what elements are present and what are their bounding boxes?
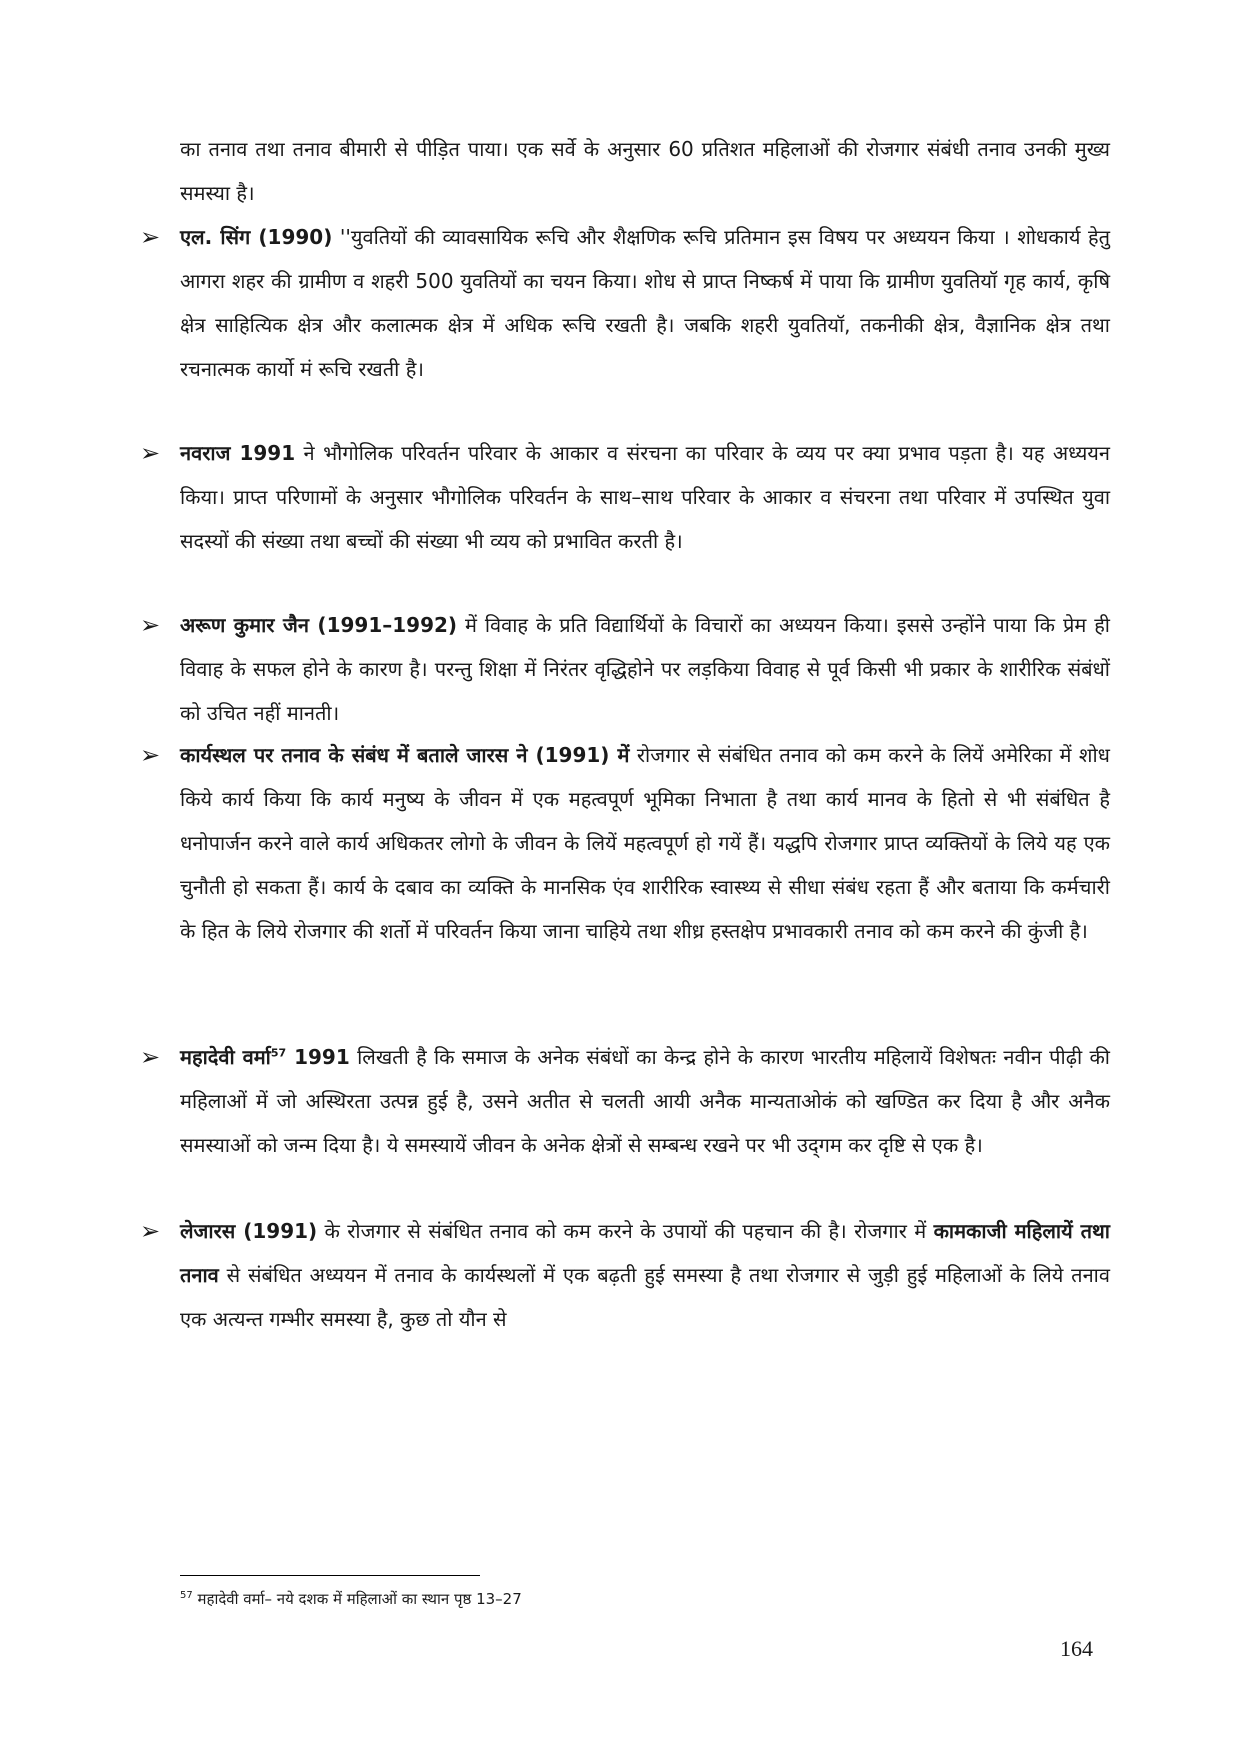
list-item	[140, 603, 1110, 735]
list-item-text	[180, 733, 1110, 953]
author-name: एल. सिंग (1990)	[180, 225, 333, 249]
arrow-bullet-icon: ➢	[140, 1043, 161, 1071]
item-body: रोजगार से संबंधित तनाव को कम करने के लियें अमेरिका में शोध किये कार्य किया कि कार्य मनुष्य के जीवन में एक महत्वपूर्ण भूमिका निभाता है तथा कार्य मानव के हितो से भी संबंधित है धनोपार्जन करने वाले कार्य अधिकतर लोगो के जीवन के लियें महत्वपूर्ण हो गयें हैं। यद्धपि रोजगार प्राप्त व्यक्तियों के लिये यह एक चुनौती हो सकता हैं। कार्य के दबाव का व्यक्ति के मानसिक एंव शारीरिक स्वास्थ्य से सीधा संबंध रहता हैं और बताया कि कर्मचारी के हित के लिये रोजगार की शर्तो में परिवर्तन किया जाना चाहिये तथा शीध्र हस्तक्षेप प्रभावकारी तनाव को कम करने की कुंजी है।	[180, 743, 1110, 943]
list-item-text	[180, 431, 1110, 563]
item-body: के रोजगार से संबंधित तनाव को कम करने के उपायों की पहचान की है। रोजगार में	[317, 1219, 934, 1243]
list-item-text	[180, 1035, 1110, 1167]
list-item	[140, 215, 1110, 391]
footnote	[180, 1588, 522, 1610]
arrow-bullet-icon: ➢	[140, 439, 161, 467]
item-body: लिखती है कि समाज के अनेक संबंधों का केन्द्र होने के कारण भारतीय महिलायें विशेषतः नवीन पीढ़ी की महिलाओं में जो अस्थिरता उत्पन्न हुई है, उसने अतीत से चलती आयी अनैक मान्यताओकं को खण्डित कर दिया है और अनैक समस्याओं को जन्म दिया है। ये समस्यायें जीवन के अनेक क्षेत्रों से सम्बन्ध रखने पर भी उद्‌गम कर दृष्टि से एक है।	[180, 1045, 1110, 1157]
list-item	[140, 431, 1110, 563]
author-year: 1991	[286, 1045, 350, 1069]
arrow-bullet-icon: ➢	[140, 1217, 161, 1245]
author-name: नवराज 1991	[180, 441, 296, 465]
intro-paragraph: का तनाव तथा तनाव बीमारी से पीड़ित पाया। एक सर्वे के अनुसार 60 प्रतिशत महिलाओं की रोजगार संबंधी तनाव उनकी मुख्य समस्या है।	[180, 137, 1110, 205]
topic-title: कामकाजी महिलायें तथा तनाव	[180, 1219, 1110, 1287]
footnote-divider	[180, 1575, 480, 1576]
footnote-text: महादेवी वर्मा– नये दशक में महिलाओं का स्थान पृष्ठ 13–27	[192, 1590, 522, 1608]
arrow-bullet-icon: ➢	[140, 611, 161, 639]
footnote-ref: 57	[270, 1046, 287, 1060]
arrow-bullet-icon: ➢	[140, 741, 161, 769]
author-name: महादेवी वर्मा	[180, 1045, 271, 1069]
item-body: ''युवतियों की व्यावसायिक रूचि और शैक्षणिक रूचि प्रतिमान इस विषय पर अध्ययन किया । शोधकार्य हेतु आगरा शहर की ग्रामीण व शहरी 500 युवतियों का चयन किया। शोध से प्राप्त निष्कर्ष में पाया कि ग्रामीण युवतियॉ गृह कार्य, कृषि क्षेत्र साहित्यिक क्षेत्र और कलात्मक क्षेत्र में अधिक रूचि रखती है। जबकि शहरी युवतियॉ, तकनीकी क्षेत्र, वैज्ञानिक क्षेत्र तथा रचनात्मक कार्यो मं रूचि रखती है।	[180, 225, 1110, 381]
list-item	[140, 1035, 1110, 1167]
item-body: में विवाह के प्रति विद्यार्थियों के विचारों का अध्ययन किया। इससे उन्होंने पाया कि प्रेम ही विवाह के सफल होने के कारण है। परन्तु शिक्षा में निरंतर वृद्धिहोने पर लड़किया विवाह से पूर्व किसी भी प्रकार के शारीरिक संबंधों को उचित नहीं मानती।	[180, 613, 1110, 725]
list-item-text	[180, 603, 1110, 735]
arrow-bullet-icon: ➢	[140, 223, 161, 251]
list-item	[140, 1209, 1110, 1341]
author-name: कार्यस्थल पर तनाव के संबंध में बताले जारस ने (1991) में	[180, 743, 630, 767]
footnote-number: 57	[180, 1590, 193, 1601]
author-name: अरूण कुमार जैन (1991–1992)	[180, 613, 458, 637]
list-item	[140, 733, 1110, 953]
author-name: लेजारस (1991)	[180, 1219, 318, 1243]
list-item-text	[180, 1209, 1110, 1341]
list-item-text	[180, 215, 1110, 391]
page-number: 164	[1060, 1636, 1093, 1661]
item-body: ने भौगोलिक परिवर्तन परिवार के आकार व संरचना का परिवार के व्यय पर क्या प्रभाव पड़ता है। यह अध्ययन किया। प्राप्त परिणामों के अनुसार भौगोलिक परिवर्तन के साथ–साथ परिवार के आकार व संचरना तथा परिवार में उपस्थित युवा सदस्यों की संख्या तथा बच्चों की संख्या भी व्यय को प्रभावित करती है।	[180, 441, 1110, 553]
item-body-continued: से संबंधित अध्ययन में तनाव के कार्यस्थलों में एक बढ़ती हुई समस्या है तथा रोजगार से जुड़ी हुई महिलाओं के लिये तनाव एक अत्यन्त गम्भीर समस्या है, कुछ तो यौन से	[180, 1263, 1110, 1331]
